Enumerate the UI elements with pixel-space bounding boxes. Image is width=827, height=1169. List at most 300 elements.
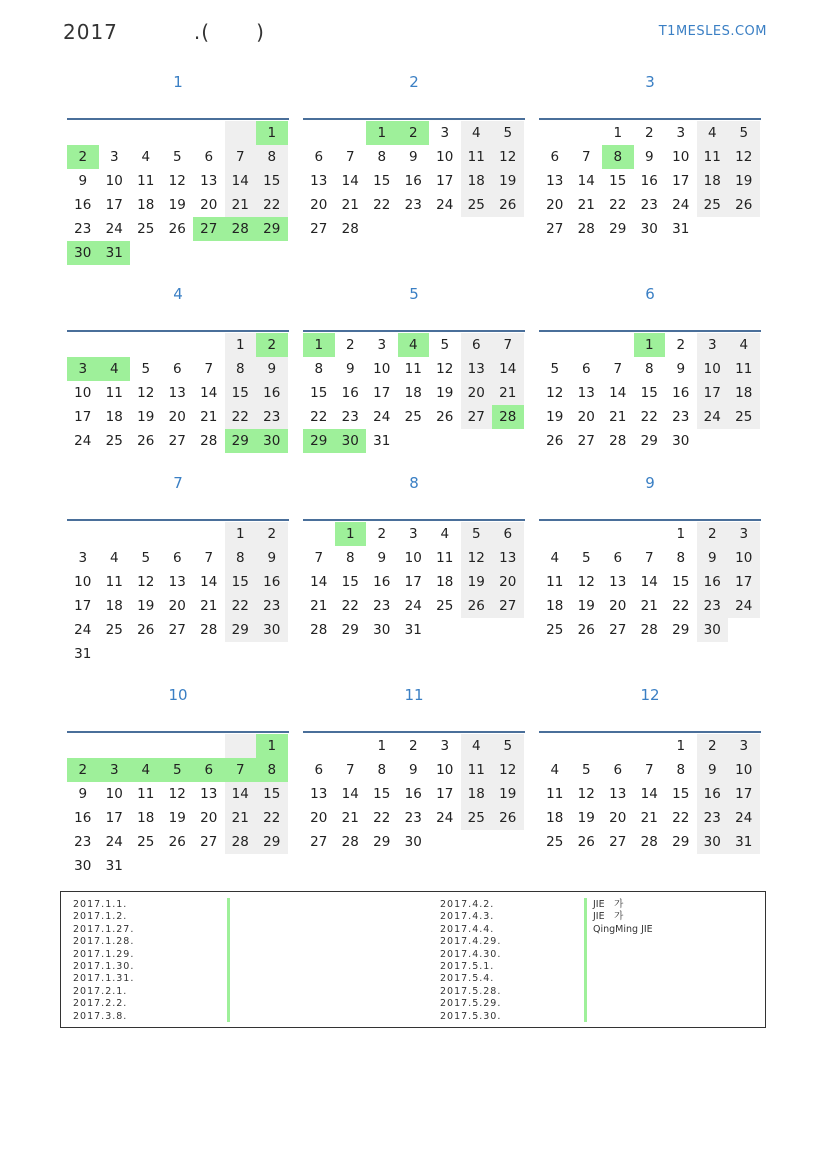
empty-cell (225, 734, 257, 758)
legend-holiday-name: JIE 가 (593, 911, 624, 923)
day-cell: 1 (634, 333, 666, 357)
day-cell: 28 (640, 622, 658, 638)
day-cell: 10 (728, 758, 760, 782)
day-cell: 2 (67, 758, 99, 782)
day-cell: 1 (303, 333, 335, 357)
day-cell: 29 (256, 217, 288, 241)
day-cell: 10 (436, 149, 454, 165)
day-cell: 24 (105, 834, 123, 850)
page-title (63, 20, 265, 44)
legend-date: 2017.1.28. (73, 936, 135, 948)
day-cell: 23 (404, 197, 422, 213)
day-cell: 6 (193, 758, 225, 782)
week-row (539, 381, 761, 405)
month-name: 7 (173, 474, 183, 492)
week-row (67, 594, 289, 618)
month-divider (303, 330, 525, 332)
day-cell: 15 (609, 173, 627, 189)
month-name: 4 (173, 285, 183, 303)
day-cell: 20 (546, 197, 564, 213)
day-cell: 16 (74, 810, 92, 826)
week-row (303, 217, 525, 241)
empty-cell (193, 121, 225, 145)
day-cell: 29 (640, 433, 658, 449)
holiday-legend (60, 891, 766, 1028)
day-cell: 26 (728, 193, 760, 217)
day-cell: 12 (492, 145, 524, 169)
day-cell: 8 (377, 149, 387, 165)
day-cell: 25 (728, 405, 760, 429)
month-name: 8 (409, 474, 419, 492)
empty-cell (99, 734, 131, 758)
empty-cell (429, 217, 461, 241)
week-row (539, 782, 761, 806)
week-row (67, 429, 289, 453)
empty-cell (461, 429, 493, 453)
week-row (303, 145, 525, 169)
legend-left-bar (227, 898, 230, 1022)
week-row (539, 429, 761, 453)
legend-date: 2017.5.1. (440, 961, 495, 973)
day-cell: 30 (672, 433, 690, 449)
day-cell: 9 (644, 149, 654, 165)
day-cell: 25 (404, 409, 422, 425)
day-grid (303, 333, 525, 453)
day-cell: 1 (377, 738, 387, 754)
day-cell: 28 (225, 217, 257, 241)
day-cell: 26 (577, 834, 595, 850)
day-cell: 10 (672, 149, 690, 165)
day-cell: 27 (168, 622, 186, 638)
day-cell: 12 (577, 574, 595, 590)
day-cell: 31 (404, 622, 422, 638)
week-row (303, 758, 525, 782)
day-cell: 2 (697, 522, 729, 546)
day-cell: 8 (256, 145, 288, 169)
empty-cell (225, 241, 257, 265)
day-cell: 27 (546, 221, 564, 237)
day-cell: 29 (225, 618, 257, 642)
empty-cell (492, 429, 524, 453)
week-row (67, 405, 289, 429)
week-row (303, 546, 525, 570)
day-cell: 22 (256, 806, 288, 830)
day-cell: 21 (341, 810, 359, 826)
day-grid (67, 121, 289, 265)
day-cell: 18 (461, 782, 493, 806)
week-row (67, 381, 289, 405)
day-cell: 12 (168, 173, 186, 189)
week-row (67, 121, 289, 145)
day-cell: 6 (492, 522, 524, 546)
day-cell: 24 (373, 409, 391, 425)
week-row (539, 145, 761, 169)
empty-cell (162, 522, 194, 546)
day-cell: 16 (74, 197, 92, 213)
legend-date: 2017.1.2. (73, 911, 128, 923)
empty-cell (303, 522, 335, 546)
day-cell: 5 (728, 121, 760, 145)
empty-cell (130, 734, 162, 758)
legend-date: 2017.4.3. (440, 911, 495, 923)
day-cell: 5 (461, 522, 493, 546)
empty-cell (130, 333, 162, 357)
week-row (303, 193, 525, 217)
day-cell: 2 (398, 121, 430, 145)
legend-holiday-name: JIE 가 (593, 899, 624, 910)
day-cell: 8 (602, 145, 634, 169)
day-cell: 31 (105, 858, 123, 874)
empty-cell (162, 642, 194, 666)
empty-cell (99, 121, 131, 145)
month-name: 2 (409, 73, 419, 91)
day-cell: 17 (672, 173, 690, 189)
empty-cell (225, 121, 257, 145)
day-cell: 14 (225, 782, 257, 806)
week-row (303, 121, 525, 145)
day-cell: 16 (341, 385, 359, 401)
empty-cell (335, 121, 367, 145)
title-suffix: .( (193, 20, 211, 44)
empty-cell (571, 734, 603, 758)
day-cell: 14 (341, 173, 359, 189)
day-cell: 10 (74, 574, 92, 590)
day-cell: 22 (373, 197, 391, 213)
empty-cell (67, 522, 99, 546)
day-cell: 4 (141, 149, 151, 165)
day-cell: 1 (256, 734, 288, 758)
day-cell: 19 (728, 169, 760, 193)
day-cell: 16 (640, 173, 658, 189)
month-divider (539, 118, 761, 120)
day-cell: 1 (676, 738, 686, 754)
day-cell: 21 (492, 381, 524, 405)
day-cell: 2 (644, 125, 654, 141)
day-cell: 3 (408, 526, 418, 542)
day-cell: 26 (546, 433, 564, 449)
day-cell: 20 (577, 409, 595, 425)
week-row (67, 618, 289, 642)
empty-cell (162, 734, 194, 758)
week-row (539, 806, 761, 830)
day-cell: 22 (310, 409, 328, 425)
day-cell: 13 (310, 173, 328, 189)
empty-cell (303, 121, 335, 145)
day-cell: 24 (672, 197, 690, 213)
empty-cell (99, 642, 131, 666)
month-divider (67, 118, 289, 120)
week-row (67, 734, 289, 758)
day-cell: 5 (550, 361, 560, 377)
day-cell: 16 (256, 381, 288, 405)
day-cell: 20 (310, 197, 328, 213)
day-cell: 14 (577, 173, 595, 189)
day-cell: 28 (310, 622, 328, 638)
week-row (539, 830, 761, 854)
day-cell: 27 (193, 217, 225, 241)
day-cell: 18 (728, 381, 760, 405)
day-cell: 13 (609, 786, 627, 802)
empty-cell (429, 830, 461, 854)
week-row (303, 333, 525, 357)
day-cell: 8 (256, 758, 288, 782)
day-cell: 31 (74, 646, 92, 662)
day-cell: 19 (461, 570, 493, 594)
day-cell: 14 (200, 385, 218, 401)
day-cell: 12 (577, 786, 595, 802)
day-cell: 21 (341, 197, 359, 213)
week-row (303, 734, 525, 758)
day-cell: 24 (728, 806, 760, 830)
day-cell: 23 (74, 834, 92, 850)
day-cell: 25 (137, 221, 155, 237)
day-cell: 29 (341, 622, 359, 638)
day-grid (539, 734, 761, 854)
day-cell: 22 (672, 598, 690, 614)
day-cell: 11 (137, 786, 155, 802)
day-cell: 12 (137, 385, 155, 401)
day-cell: 17 (404, 574, 422, 590)
empty-cell (130, 121, 162, 145)
day-grid (539, 522, 761, 642)
day-cell: 11 (728, 357, 760, 381)
day-cell: 3 (99, 758, 131, 782)
day-cell: 22 (672, 810, 690, 826)
month-divider (67, 731, 289, 733)
day-cell: 17 (436, 786, 454, 802)
day-cell: 14 (609, 385, 627, 401)
day-cell: 14 (492, 357, 524, 381)
empty-cell (398, 429, 430, 453)
day-cell: 15 (256, 782, 288, 806)
month-name: 12 (640, 686, 660, 704)
day-cell: 12 (168, 786, 186, 802)
day-cell: 11 (546, 574, 564, 590)
day-cell: 12 (436, 361, 454, 377)
day-cell: 15 (256, 169, 288, 193)
day-cell: 29 (672, 834, 690, 850)
title-year: 2017 (63, 20, 118, 44)
day-cell: 17 (74, 598, 92, 614)
day-cell: 2 (377, 526, 387, 542)
day-cell: 10 (373, 361, 391, 377)
day-cell: 1 (225, 522, 257, 546)
day-cell: 7 (204, 550, 214, 566)
week-row (303, 405, 525, 429)
day-cell: 10 (105, 173, 123, 189)
day-grid (67, 333, 289, 453)
day-cell: 2 (67, 145, 99, 169)
day-cell: 6 (461, 333, 493, 357)
day-cell: 23 (341, 409, 359, 425)
day-cell: 18 (546, 598, 564, 614)
day-cell: 7 (225, 145, 257, 169)
empty-cell (697, 429, 729, 453)
week-row (539, 570, 761, 594)
empty-cell (193, 241, 225, 265)
day-cell: 13 (577, 385, 595, 401)
day-cell: 24 (74, 622, 92, 638)
day-cell: 25 (546, 622, 564, 638)
day-cell: 10 (105, 786, 123, 802)
day-cell: 13 (200, 173, 218, 189)
empty-cell (256, 241, 288, 265)
day-cell: 19 (137, 598, 155, 614)
week-row (303, 429, 525, 453)
day-cell: 19 (492, 782, 524, 806)
day-cell: 4 (130, 758, 162, 782)
day-cell: 23 (697, 594, 729, 618)
day-cell: 18 (436, 574, 454, 590)
day-cell: 25 (105, 433, 123, 449)
day-cell: 18 (105, 409, 123, 425)
legend-date: 2017.1.31. (73, 973, 135, 985)
day-cell: 5 (162, 758, 194, 782)
day-cell: 5 (581, 550, 591, 566)
day-cell: 3 (377, 337, 387, 353)
day-cell: 4 (728, 333, 760, 357)
day-cell: 20 (168, 598, 186, 614)
day-cell: 11 (461, 145, 493, 169)
day-cell: 19 (168, 810, 186, 826)
day-cell: 30 (697, 830, 729, 854)
day-cell: 6 (314, 762, 324, 778)
day-cell: 12 (137, 574, 155, 590)
day-cell: 15 (672, 786, 690, 802)
day-cell: 29 (373, 834, 391, 850)
week-row (67, 217, 289, 241)
empty-cell (303, 734, 335, 758)
empty-cell (193, 734, 225, 758)
empty-cell (67, 734, 99, 758)
empty-cell (492, 830, 524, 854)
day-cell: 25 (105, 622, 123, 638)
day-cell: 26 (577, 622, 595, 638)
day-cell: 23 (404, 810, 422, 826)
day-cell: 21 (225, 193, 257, 217)
day-cell: 6 (172, 361, 182, 377)
day-cell: 22 (341, 598, 359, 614)
day-cell: 13 (168, 574, 186, 590)
day-cell: 23 (256, 405, 288, 429)
day-cell: 31 (728, 830, 760, 854)
day-cell: 28 (609, 433, 627, 449)
day-cell: 21 (310, 598, 328, 614)
day-cell: 22 (225, 594, 257, 618)
day-cell: 13 (310, 786, 328, 802)
month-name: 10 (168, 686, 188, 704)
day-cell: 4 (99, 357, 131, 381)
month-name: 3 (645, 73, 655, 91)
day-cell: 21 (577, 197, 595, 213)
day-cell: 26 (137, 433, 155, 449)
empty-cell (492, 217, 524, 241)
day-cell: 16 (404, 786, 422, 802)
month-divider (303, 118, 525, 120)
day-cell: 27 (310, 221, 328, 237)
day-cell: 7 (345, 149, 355, 165)
empty-cell (539, 121, 571, 145)
day-cell: 24 (697, 405, 729, 429)
day-cell: 25 (436, 598, 454, 614)
day-cell: 30 (74, 858, 92, 874)
day-cell: 10 (728, 546, 760, 570)
day-cell: 19 (492, 169, 524, 193)
day-cell: 28 (225, 830, 257, 854)
day-cell: 25 (461, 193, 493, 217)
empty-cell (130, 241, 162, 265)
day-cell: 16 (373, 574, 391, 590)
day-cell: 19 (577, 598, 595, 614)
day-cell: 13 (200, 786, 218, 802)
day-cell: 11 (546, 786, 564, 802)
day-cell: 1 (335, 522, 367, 546)
day-cell: 27 (609, 622, 627, 638)
day-cell: 17 (728, 570, 760, 594)
day-cell: 18 (404, 385, 422, 401)
empty-cell (256, 642, 288, 666)
day-cell: 30 (256, 618, 288, 642)
day-cell: 9 (256, 357, 288, 381)
empty-cell (634, 522, 666, 546)
day-cell: 27 (492, 594, 524, 618)
empty-cell (162, 121, 194, 145)
day-cell: 28 (640, 834, 658, 850)
empty-cell (492, 618, 524, 642)
week-row (539, 734, 761, 758)
day-cell: 5 (492, 121, 524, 145)
month-name: 1 (173, 73, 183, 91)
day-cell: 7 (345, 762, 355, 778)
day-cell: 22 (256, 193, 288, 217)
day-cell: 7 (613, 361, 623, 377)
empty-cell (162, 854, 194, 878)
empty-cell (602, 333, 634, 357)
month-name: 6 (645, 285, 655, 303)
day-cell: 13 (492, 546, 524, 570)
day-cell: 30 (697, 618, 729, 642)
week-row (67, 145, 289, 169)
day-cell: 4 (461, 734, 493, 758)
week-row (67, 806, 289, 830)
day-cell: 3 (440, 125, 450, 141)
day-grid (303, 734, 525, 854)
day-cell: 28 (341, 221, 359, 237)
day-cell: 8 (676, 762, 686, 778)
empty-cell (461, 217, 493, 241)
site-logo[interactable]: T1MESLES.COM (658, 24, 767, 39)
day-cell: 16 (672, 385, 690, 401)
day-cell: 15 (225, 381, 257, 405)
empty-cell (602, 734, 634, 758)
day-cell: 9 (697, 758, 729, 782)
day-cell: 27 (609, 834, 627, 850)
day-cell: 19 (168, 197, 186, 213)
week-row (67, 782, 289, 806)
empty-cell (429, 429, 461, 453)
empty-cell (461, 830, 493, 854)
legend-date: 2017.1.30. (73, 961, 135, 973)
month-divider (539, 330, 761, 332)
day-cell: 18 (461, 169, 493, 193)
week-row (303, 806, 525, 830)
legend-date: 2017.1.27. (73, 923, 135, 935)
day-cell: 6 (550, 149, 560, 165)
empty-cell (162, 241, 194, 265)
week-row (539, 121, 761, 145)
day-cell: 7 (314, 550, 324, 566)
day-cell: 3 (676, 125, 686, 141)
